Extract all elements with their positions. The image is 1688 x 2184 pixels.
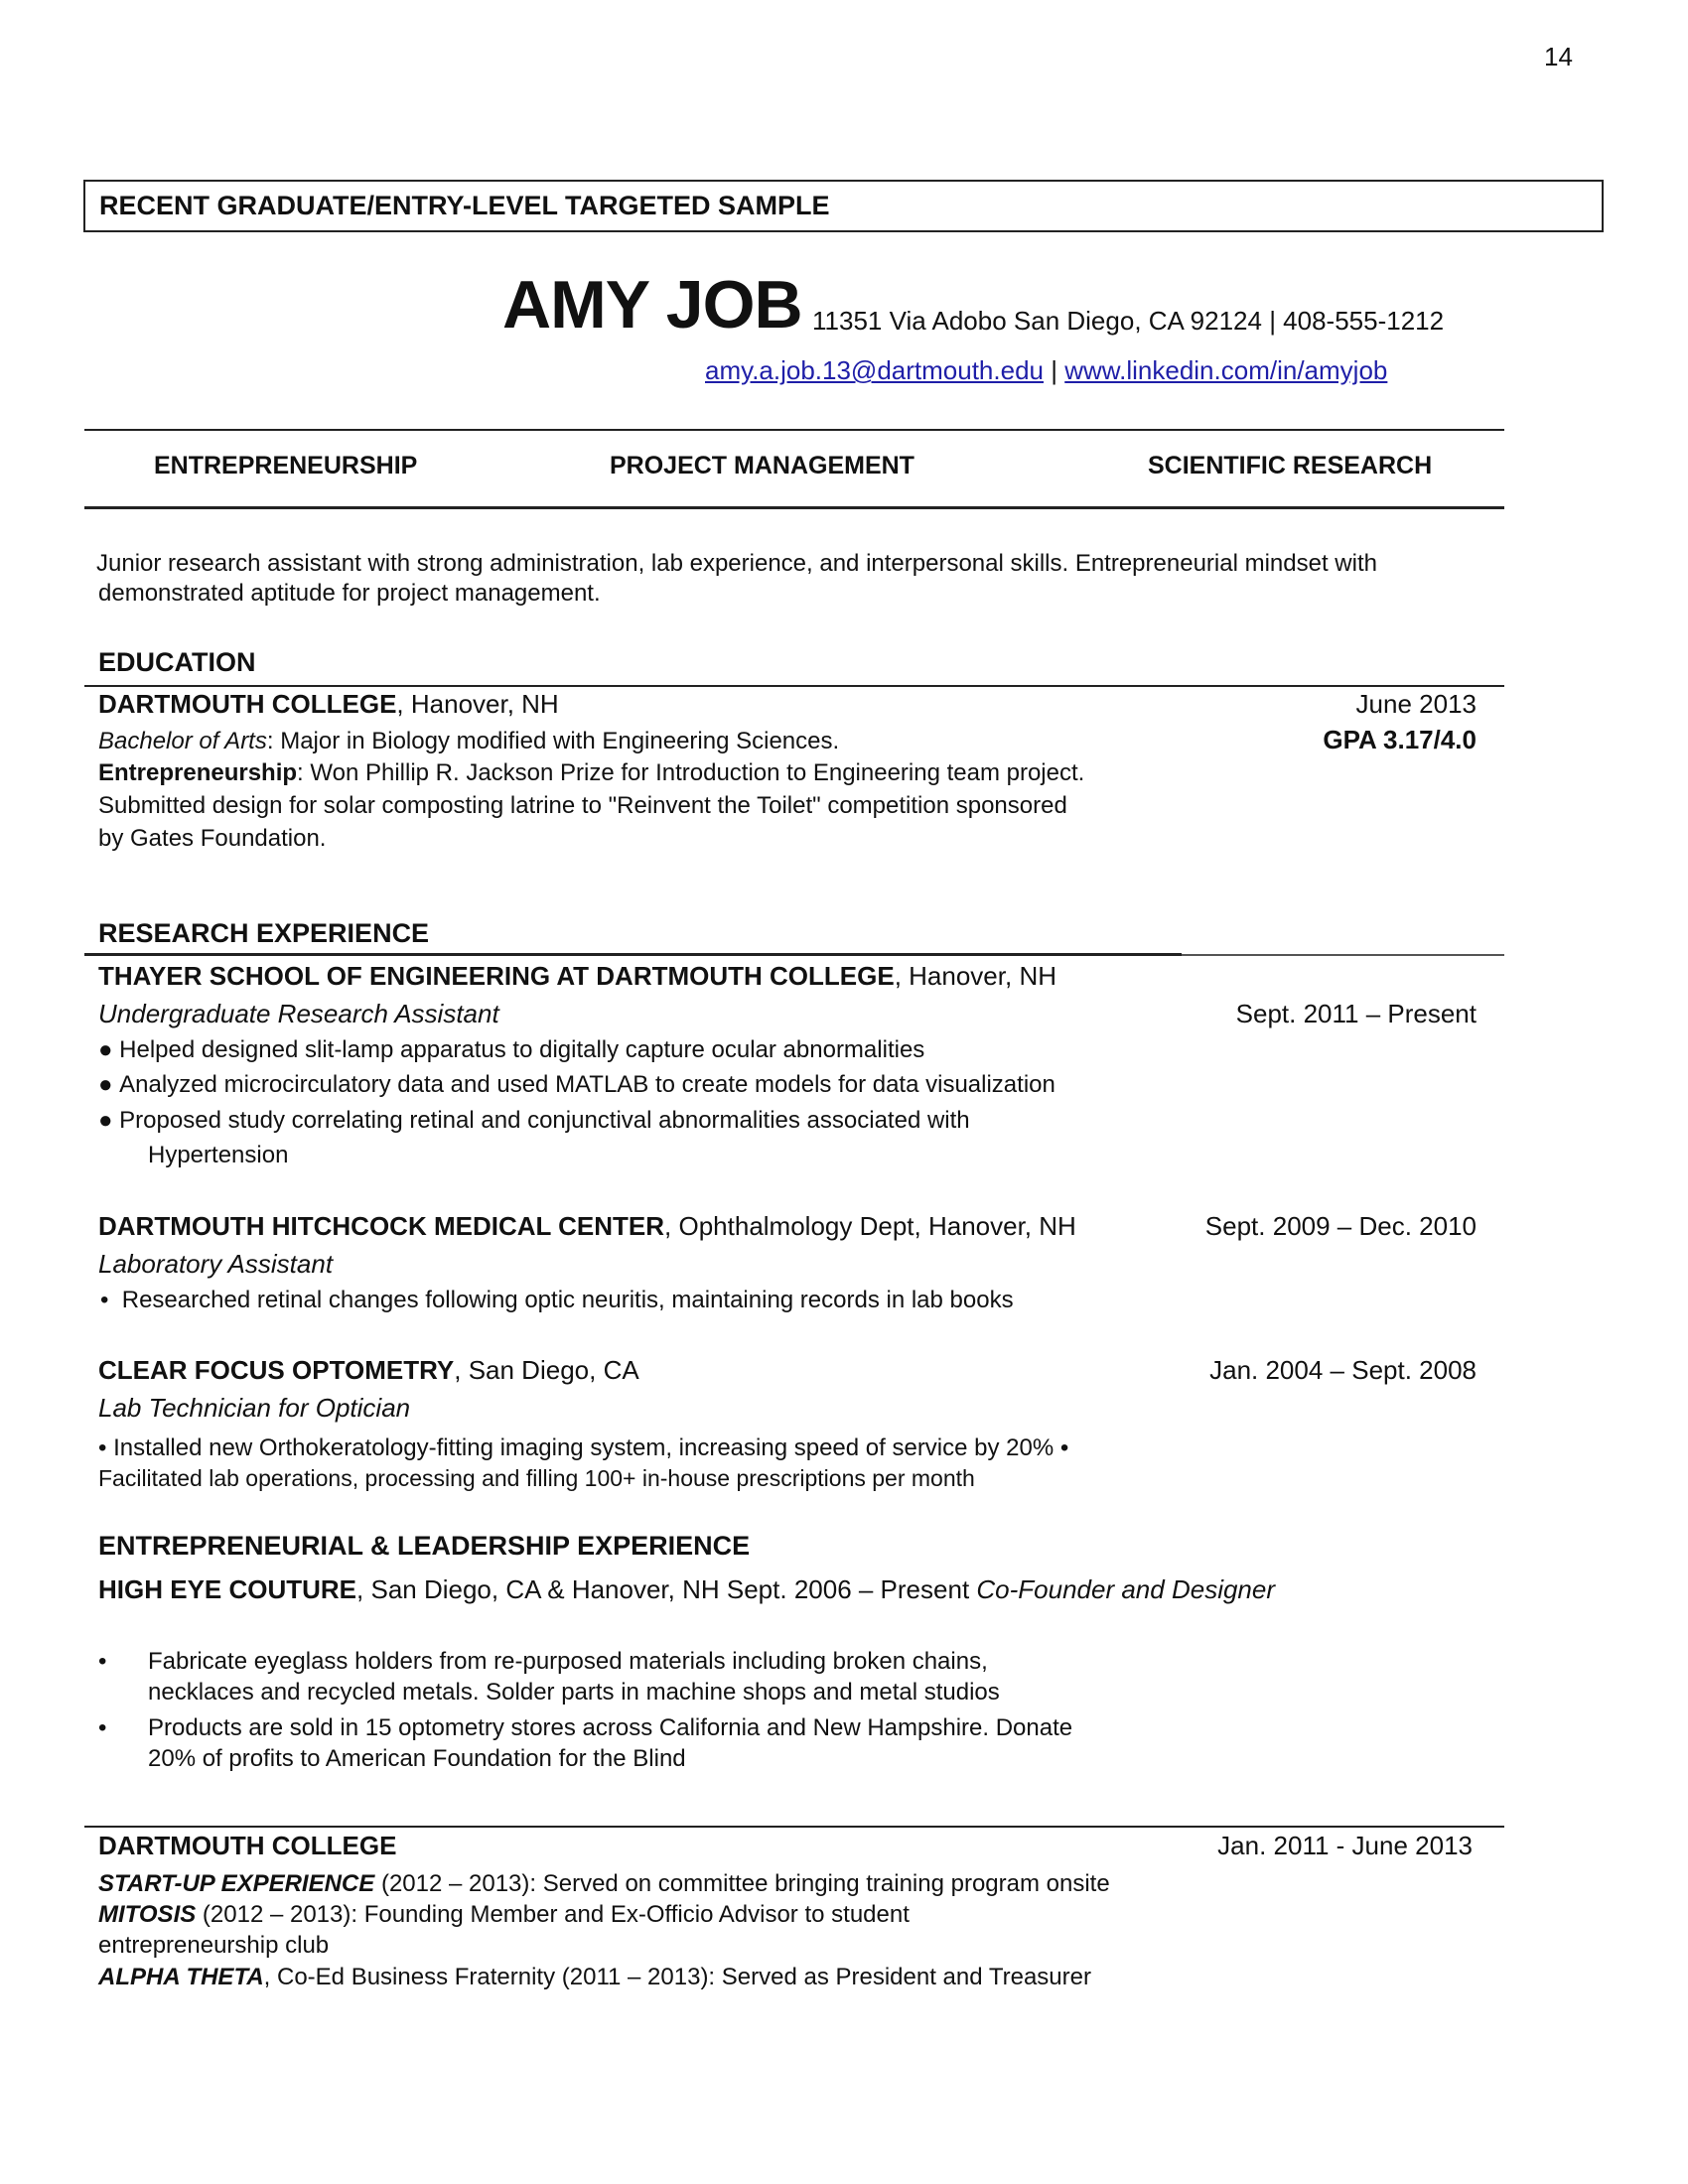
job-date: Jan. 2004 – Sept. 2008 <box>1209 1355 1477 1385</box>
list-item: Facilitated lab operations, processing and filling 100+ in-house prescriptions per month <box>98 1465 975 1491</box>
bullet-icon: • <box>100 1287 122 1313</box>
org-name: DARTMOUTH COLLEGE <box>98 1831 397 1860</box>
job-role: Undergraduate Research Assistant <box>98 999 499 1028</box>
education-line: by Gates Foundation. <box>98 825 327 852</box>
section-heading-education: EDUCATION <box>98 647 256 677</box>
activity-text: , Co-Ed Business Fraternity (2011 – 2013): Served as President and Treasurer <box>263 1964 1091 1990</box>
divider <box>84 429 1504 431</box>
activity-label: ALPHA THETA <box>98 1964 264 1990</box>
list-item <box>98 1071 1055 1099</box>
summary-line: demonstrated aptitude for project management. <box>98 580 601 607</box>
org-location: , San Diego, CA <box>454 1355 639 1385</box>
activity-text: (2012 – 2013): Served on committee bringing training program onsite <box>374 1870 1110 1897</box>
section-heading-research: RESEARCH EXPERIENCE <box>98 918 430 948</box>
skill-scientific-research: SCIENTIFIC RESEARCH <box>1148 452 1433 479</box>
org-location: , Hanover, NH <box>894 961 1056 991</box>
activity-label: START-UP EXPERIENCE <box>98 1870 375 1897</box>
divider <box>1182 954 1504 956</box>
activity-continuation: entrepreneurship club <box>98 1932 330 1959</box>
activity-item <box>98 1870 1110 1898</box>
bullet-icon: • <box>98 1714 107 1741</box>
job-role: Lab Technician for Optician <box>98 1393 411 1423</box>
bullet-continuation: 20% of profits to American Foundation for the Blind <box>148 1745 686 1772</box>
org-details: , San Diego, CA & Hanover, NH Sept. 2006 – Present <box>356 1574 977 1604</box>
bullet-text: Analyzed microcirculatory data and used MATLAB to create models for data visualization <box>119 1071 1055 1098</box>
org-date: Jan. 2011 - June 2013 <box>1217 1831 1473 1860</box>
ent-label: Entrepreneurship <box>98 759 298 786</box>
activity-text: (2012 – 2013): Founding Member and Ex-Officio Advisor to student <box>196 1901 910 1928</box>
bullet-continuation: necklaces and recycled metals. Solder parts in machine shops and metal studios <box>148 1679 1000 1706</box>
bullet-icon: • <box>98 1648 107 1675</box>
job-date: Sept. 2011 – Present <box>1235 999 1477 1028</box>
org-role: Co-Founder and Designer <box>976 1574 1276 1604</box>
divider <box>84 685 1504 687</box>
divider <box>84 1826 1504 1828</box>
org-name: CLEAR FOCUS OPTOMETRY <box>98 1355 455 1385</box>
separator: | <box>1051 355 1057 385</box>
education-line: Submitted design for solar composting latrine to "Reinvent the Toilet" competition sponsored <box>98 792 1067 819</box>
activity-item <box>98 1901 910 1929</box>
summary-line: Junior research assistant with strong administration, lab experience, and interpersonal skills. Entrepreneurial mindset with <box>96 550 1377 577</box>
activity-label: MITOSIS <box>98 1901 197 1928</box>
bullet-text: Researched retinal changes following optic neuritis, maintaining records in lab books <box>121 1287 1014 1313</box>
divider <box>84 506 1504 509</box>
gpa: GPA 3.17/4.0 <box>1323 725 1477 754</box>
list-item: • Installed new Orthokeratology-fitting imaging system, increasing speed of service by 20% • <box>98 1434 1069 1461</box>
education-date: June 2013 <box>1355 689 1477 719</box>
org-name: DARTMOUTH HITCHCOCK MEDICAL CENTER <box>98 1211 665 1241</box>
address-phone: 11351 Via Adobo San Diego, CA 92124 | 408-555-1212 <box>812 306 1445 336</box>
divider <box>84 953 1182 956</box>
ent-text: : Won Phillip R. Jackson Prize for Introduction to Engineering team project. <box>297 759 1085 786</box>
education-school <box>98 689 559 720</box>
job-org <box>98 961 1056 992</box>
job-date: Sept. 2009 – Dec. 2010 <box>1204 1211 1477 1241</box>
list-item <box>98 1107 970 1135</box>
degree-text: : Major in Biology modified with Engineering Sciences. <box>266 728 840 754</box>
venture-line <box>98 1574 1275 1605</box>
org-location: , Ophthalmology Dept, Hanover, NH <box>664 1211 1076 1241</box>
skill-entrepreneurship: ENTREPRENEURSHIP <box>154 452 418 479</box>
bullet-text: Helped designed slit-lamp apparatus to digitally capture ocular abnormalities <box>119 1036 925 1063</box>
job-org <box>98 1211 1076 1242</box>
school-name: DARTMOUTH COLLEGE <box>98 689 397 719</box>
contact-links <box>705 355 1387 386</box>
activity-item <box>98 1964 1091 1991</box>
list-item <box>100 1287 1014 1314</box>
org-name: THAYER SCHOOL OF ENGINEERING AT DARTMOUTH COLLEGE <box>98 961 895 991</box>
section-heading-entrepreneurial: ENTREPRENEURIAL & LEADERSHIP EXPERIENCE <box>98 1531 751 1561</box>
degree-line <box>98 728 839 755</box>
list-item: Fabricate eyeglass holders from re-purposed materials including broken chains, <box>148 1648 988 1675</box>
list-item <box>98 1036 924 1064</box>
linkedin-link[interactable]: www.linkedin.com/in/amyjob <box>1064 355 1388 385</box>
candidate-name: AMY JOB <box>502 267 802 342</box>
entrepreneurship-line <box>98 759 1084 787</box>
school-location: , Hanover, NH <box>396 689 559 719</box>
job-org <box>98 1355 639 1386</box>
degree-label: Bachelor of Arts <box>98 728 267 754</box>
bullet-continuation: Hypertension <box>148 1142 289 1168</box>
skill-project-management: PROJECT MANAGEMENT <box>610 452 914 479</box>
bullet-text: Proposed study correlating retinal and conjunctival abnormalities associated with <box>119 1107 970 1134</box>
bullet-icon: ● <box>98 1036 120 1063</box>
bullet-icon: ● <box>98 1107 120 1134</box>
page-number: 14 <box>1544 42 1573 71</box>
banner-title: RECENT GRADUATE/ENTRY-LEVEL TARGETED SAMPLE <box>99 191 830 220</box>
org-name: HIGH EYE COUTURE <box>98 1574 357 1604</box>
email-link[interactable]: amy.a.job.13@dartmouth.edu <box>705 355 1044 385</box>
list-item: Products are sold in 15 optometry stores across California and New Hampshire. Donate <box>148 1714 1073 1741</box>
sample-banner <box>83 180 1604 232</box>
bullet-icon: ● <box>98 1071 120 1098</box>
job-role: Laboratory Assistant <box>98 1249 334 1279</box>
